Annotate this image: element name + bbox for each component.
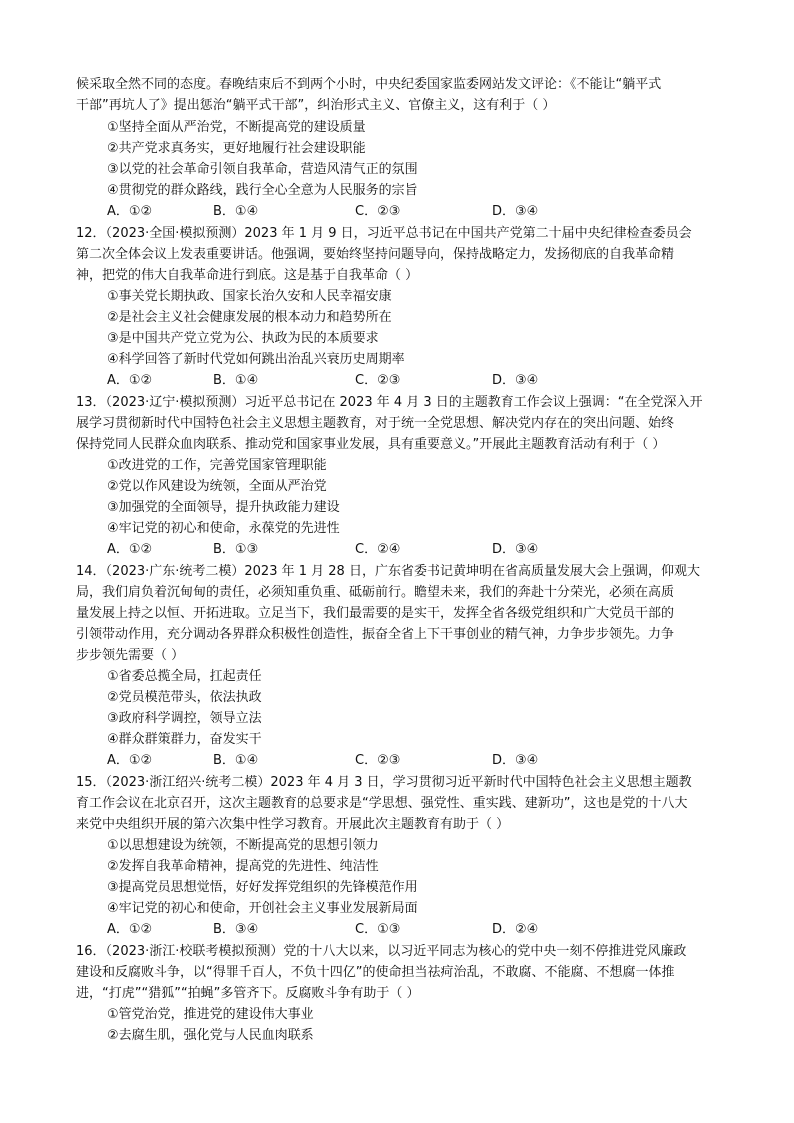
option-a[interactable]: A．①② (107, 204, 153, 219)
option-a[interactable]: A．①② (107, 373, 153, 388)
option-b[interactable]: B．①③ (213, 542, 259, 557)
question-stem-line: 来党中央组织开展的第六次集中性学习教育。开展此次主题教育有助于（ ） (76, 817, 510, 832)
question-stem-line: 14．（2023·广东·统考二模）2023 年 1 月 28 日，广东省委书记黄坤明在省高质量发展大会上强调，仰观大 (76, 564, 700, 579)
option-c[interactable]: C．①③ (355, 922, 401, 937)
question-stem-line: 干部”再坑人了》提出惩治“躺平式干部”，纠治形式主义、官僚主义，这有利于（ ） (76, 98, 556, 113)
question-stem-line: 候采取全然不同的态度。春晚结束后不到两个小时，中央纪委国家监委网站发文评论：《不能让“躺平式 (76, 77, 662, 92)
statement-item: ③加强党的全面领导，提升执政能力建设 (107, 500, 340, 515)
question-stem-line: 展学习贯彻新时代中国特色社会主义思想主题教育，对于统一全党思想、解决党内存在的突出问题、始终 (76, 416, 675, 431)
question-stem-line: 步步领先需要（ ） (76, 648, 185, 663)
statement-item: ④牢记党的初心和使命，永葆党的先进性 (107, 521, 340, 536)
statement-item: ④群众群策群力，奋发实干 (107, 732, 262, 747)
statement-item: ①坚持全面从严治党，不断提高党的建设质量 (107, 120, 366, 135)
statement-item: ②发挥自我革命精神，提高党的先进性、纯洁性 (107, 859, 379, 874)
question-stem-line: 进，“打虎”“猎狐”“拍蝇”多管齐下。反腐败斗争有助于（ ） (76, 986, 420, 1001)
statement-item: ①事关党长期执政、国家长治久安和人民幸福安康 (107, 289, 392, 304)
statement-item: ①省委总揽全局，扛起责任 (107, 669, 262, 684)
question-stem-line: 16．（2023·浙江·校联考模拟预测）党的十八大以来，以习近平同志为核心的党中央一刻不停推进党风廉政 (76, 944, 687, 959)
answer-options (0, 371, 794, 391)
option-a[interactable]: A．①② (107, 922, 153, 937)
statement-item: ②是社会主义社会健康发展的根本动力和趋势所在 (107, 310, 392, 325)
statement-item: ①以思想建设为统领，不断提高党的思想引领力 (107, 838, 379, 853)
statement-item: ③以党的社会革命引领自我革命，营造风清气正的氛围 (107, 162, 418, 177)
answer-options (0, 202, 794, 222)
statement-item: ②去腐生肌，强化党与人民血肉联系 (107, 1028, 314, 1043)
option-d[interactable]: D．②④ (492, 922, 539, 937)
statement-item: ②共产党求真务实，更好地履行社会建设职能 (107, 141, 366, 156)
question-stem-line: 量发展上持之以恒、开拓进取。立足当下，我们最需要的是实干，发挥全省各级党组织和广大党员干部的 (76, 606, 675, 621)
option-d[interactable]: D．③④ (492, 753, 539, 768)
option-d[interactable]: D．③④ (492, 373, 539, 388)
option-b[interactable]: B．①④ (213, 373, 259, 388)
option-d[interactable]: D．③④ (492, 542, 539, 557)
option-d[interactable]: D．③④ (492, 204, 539, 219)
option-b[interactable]: B．①④ (213, 204, 259, 219)
option-a[interactable]: A．①② (107, 542, 153, 557)
statement-item: ④牢记党的初心和使命，开创社会主义事业发展新局面 (107, 901, 418, 916)
option-c[interactable]: C．②③ (355, 753, 401, 768)
statement-item: ④贯彻党的群众路线，践行全心全意为人民服务的宗旨 (107, 183, 418, 198)
statement-item: ③是中国共产党立党为公、执政为民的本质要求 (107, 331, 379, 346)
question-stem-line: 第二次全体会议上发表重要讲话。他强调，要始终坚持问题导向，保持战略定力，发扬彻底的自我革命精 (76, 247, 675, 262)
answer-options (0, 920, 794, 940)
statement-item: ④科学回答了新时代党如何跳出治乱兴衰历史周期率 (107, 352, 405, 367)
option-c[interactable]: C．②④ (355, 542, 401, 557)
question-stem-line: 育工作会议在北京召开，这次主题教育的总要求是“学思想、强党性、重实践、建新功”，这也是党的十八大 (76, 796, 688, 811)
statement-item: ①管党治党，推进党的建设伟大事业 (107, 1007, 314, 1022)
statement-item: ①改进党的工作，完善党国家管理职能 (107, 458, 327, 473)
statement-item: ②党员模范带头，依法执政 (107, 690, 262, 705)
question-stem-line: 13．（2023·辽宁·模拟预测）习近平总书记在 2023 年 4 月 3 日的主题教育工作会议上强调：“在全党深入开 (76, 395, 703, 410)
statement-item: ③提高党员思想觉悟，好好发挥党组织的先锋模范作用 (107, 880, 418, 895)
statement-item: ③政府科学调控，领导立法 (107, 711, 262, 726)
question-stem-line: 保持党同人民群众血肉联系、推动党和国家事业发展，具有重要意义。”开展此主题教育活动有利于（ ） (76, 437, 666, 452)
question-stem-line: 12．（2023·全国·模拟预测）2023 年 1 月 9 日，习近平总书记在中国共产党第二十届中央纪律检查委员会 (76, 226, 692, 241)
question-stem-line: 15．（2023·浙江绍兴·统考二模）2023 年 4 月 3 日，学习贯彻习近平新时代中国特色社会主义思想主题教 (76, 775, 692, 790)
option-b[interactable]: B．③④ (213, 922, 259, 937)
question-stem-line: 神，把党的伟大自我革命进行到底。这是基于自我革命（ ） (76, 268, 419, 283)
option-a[interactable]: A．①② (107, 753, 153, 768)
answer-options (0, 751, 794, 771)
option-c[interactable]: C．②③ (355, 373, 401, 388)
question-stem-line: 引领带动作用，充分调动各界群众积极性创造性，振奋全省上下干事创业的精气神，力争步步领先。力争 (76, 627, 675, 642)
question-stem-line: 建设和反腐败斗争，以“得罪千百人，不负十四亿”的使命担当祛疴治乱，不敢腐、不能腐、不想腐一体推 (76, 965, 675, 980)
option-b[interactable]: B．①④ (213, 753, 259, 768)
statement-item: ②党以作风建设为统领，全面从严治党 (107, 479, 327, 494)
question-stem-line: 局，我们肩负着沉甸甸的责任，必须知重负重、砥砺前行。瞻望未来，我们的奔赴十分荣光，必须在高质 (76, 585, 675, 600)
option-c[interactable]: C．②③ (355, 204, 401, 219)
answer-options (0, 540, 794, 560)
